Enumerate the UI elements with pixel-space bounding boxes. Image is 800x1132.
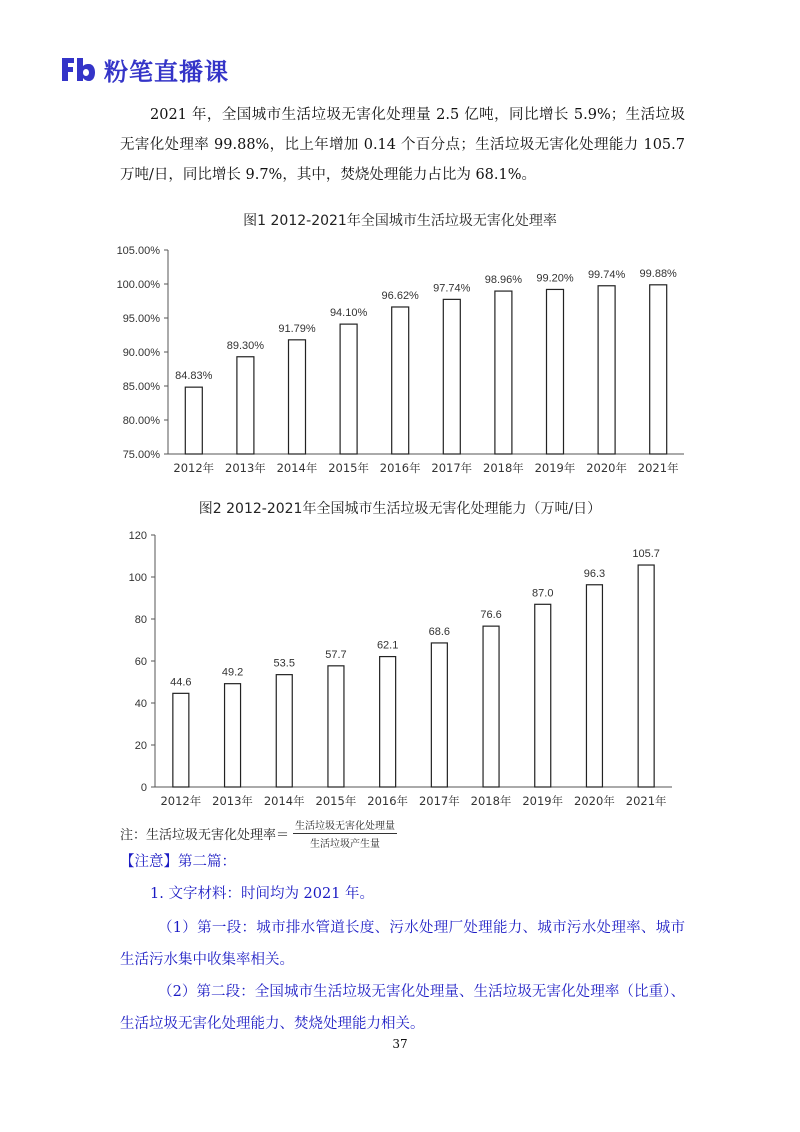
chart1-bar	[547, 289, 564, 454]
chart1-bar	[237, 357, 254, 454]
chart2-x-tick-label: 2017年	[418, 794, 460, 808]
chart2-y-tick-label: 0	[140, 782, 147, 794]
chart1-x-tick-label: 2012年	[173, 461, 215, 475]
chart2-bar-chart	[0, 520, 800, 820]
chart1-data-label: 84.83%	[175, 370, 213, 383]
notes-item-2: （1）第一段：城市排水管道长度、污水处理厂处理能力、城市污水处理率、城市生活污水集中收集率相关。	[120, 920, 685, 968]
chart2-data-label: 87.0	[532, 587, 554, 600]
chart1-data-label: 99.20%	[536, 272, 574, 285]
chart2-x-tick-label: 2021年	[625, 794, 667, 808]
chart2-data-label: 53.5	[273, 657, 295, 670]
chart2-data-label: 57.7	[325, 648, 347, 661]
chart2-y-tick-label: 120	[128, 530, 147, 542]
chart1-bar	[650, 285, 667, 454]
chart1-data-label: 89.30%	[226, 339, 265, 352]
chart2-data-label: 96.3	[583, 567, 606, 580]
notes-item-3: （2）第二段：全国城市生活垃圾无害化处理量、生活垃圾无害化处理率（比重）、生活垃圾无害化处理能力、焚烧处理能力相关。	[120, 984, 685, 1032]
fb-logo-icon	[58, 54, 98, 84]
page-number: 37	[392, 1037, 408, 1051]
chart1-y-tick-label: 80.00%	[122, 415, 160, 427]
chart2-bar	[225, 684, 241, 787]
chart1-y-tick-label: 100.00%	[116, 279, 160, 291]
chart2-x-tick-label: 2018年	[470, 794, 512, 808]
chart2-x-tick-label: 2019年	[522, 794, 564, 808]
chart1-bar	[340, 324, 357, 454]
note-prefix: 注：生活垃圾无害化处理率＝	[120, 828, 290, 843]
chart2-bar	[431, 643, 447, 787]
chart2-x-tick-label: 2020年	[574, 794, 615, 808]
chart1-bar	[392, 307, 409, 454]
notes-heading: 【注意】第二篇：	[120, 854, 236, 870]
chart1-y-tick-label: 75.00%	[122, 449, 160, 461]
chart1-y-tick-label: 90.00%	[122, 347, 160, 359]
chart1-x-tick-label: 2014年	[276, 461, 318, 475]
chart1-data-label: 94.10%	[329, 307, 368, 320]
notes-item-1: 1. 文字材料：时间均为 2021 年。	[150, 886, 375, 902]
chart1-bar	[598, 286, 615, 454]
chart1-y-tick-label: 95.00%	[122, 313, 160, 325]
brand-name: 粉笔直播课	[104, 57, 229, 86]
chart1-bar-chart	[0, 232, 800, 512]
chart1-x-tick-label: 2019年	[534, 461, 576, 475]
chart2-x-tick-label: 2016年	[367, 794, 409, 808]
chart2-bar	[173, 693, 189, 787]
chart2-x-tick-label: 2012年	[160, 794, 202, 808]
formula-fraction	[293, 817, 397, 850]
chart1-data-label: 96.62%	[381, 289, 419, 302]
brand-logo	[58, 52, 229, 86]
chart2-bar	[586, 585, 602, 787]
chart2-title: 图2 2012-2021年全国城市生活垃圾无害化处理能力（万吨/日）	[198, 501, 602, 517]
chart1-data-label: 99.74%	[587, 268, 626, 281]
chart1-title: 图1 2012-2021年全国城市生活垃圾无害化处理率	[243, 213, 557, 229]
chart1-x-tick-label: 2016年	[379, 461, 421, 475]
chart2-x-tick-label: 2015年	[315, 794, 357, 808]
chart2-y-tick-label: 80	[134, 614, 147, 626]
chart1-y-tick-label: 85.00%	[122, 381, 160, 393]
chart1-data-label: 97.74%	[433, 282, 471, 295]
chart1-bar	[443, 299, 460, 454]
formula-denominator: 生活垃圾产生量	[310, 839, 381, 850]
chart2-x-tick-label: 2014年	[263, 794, 305, 808]
chart2-data-label: 105.7	[632, 548, 660, 561]
chart1-bar	[495, 291, 512, 454]
chart2-bar	[380, 657, 396, 787]
chart2-x-tick-label: 2013年	[212, 794, 253, 808]
chart2-bar	[638, 565, 654, 787]
chart2-y-tick-label: 20	[134, 740, 147, 752]
chart1-x-tick-label: 2021年	[637, 461, 679, 475]
chart1-bar	[185, 387, 202, 454]
chart2-bar	[535, 604, 551, 787]
chart2-data-label: 62.1	[376, 639, 399, 652]
chart2-bar	[483, 626, 499, 787]
chart1-y-tick-label: 105.00%	[116, 245, 160, 257]
formula-numerator: 生活垃圾无害化处理量	[293, 817, 397, 834]
chart2-y-tick-label: 40	[134, 698, 147, 710]
chart2-data-label: 44.6	[170, 676, 192, 689]
chart1-data-label: 98.96%	[484, 274, 523, 287]
chart2-y-tick-label: 60	[134, 656, 147, 668]
chart2-data-label: 68.6	[428, 625, 451, 638]
chart2-data-label: 49.2	[221, 666, 244, 679]
chart2-bar	[328, 666, 344, 787]
chart2-bar	[276, 675, 292, 787]
chart1-data-label: 99.88%	[639, 267, 677, 280]
chart2-data-label: 76.6	[480, 609, 502, 622]
chart1-data-label: 91.79%	[278, 322, 316, 335]
chart1-x-tick-label: 2020年	[586, 461, 627, 475]
chart1-x-tick-label: 2018年	[483, 461, 524, 475]
chart1-x-tick-label: 2015年	[328, 461, 369, 475]
chart1-x-tick-label: 2017年	[431, 461, 473, 475]
chart1-bar	[289, 340, 306, 454]
chart2-y-tick-label: 100	[128, 572, 147, 584]
paragraph-1: 2021 年，全国城市生活垃圾无害化处理量 2.5 亿吨，同比增长 5.9%；生活垃圾无害化处理率 99.88%，比上年增加 0.14 个百分点；生活垃圾无害化处理能力 105.7 万吨/日，同比增长 9.7%，其中，焚烧处理能力占比为 68.1%。	[120, 107, 685, 183]
chart1-x-tick-label: 2013年	[225, 461, 266, 475]
